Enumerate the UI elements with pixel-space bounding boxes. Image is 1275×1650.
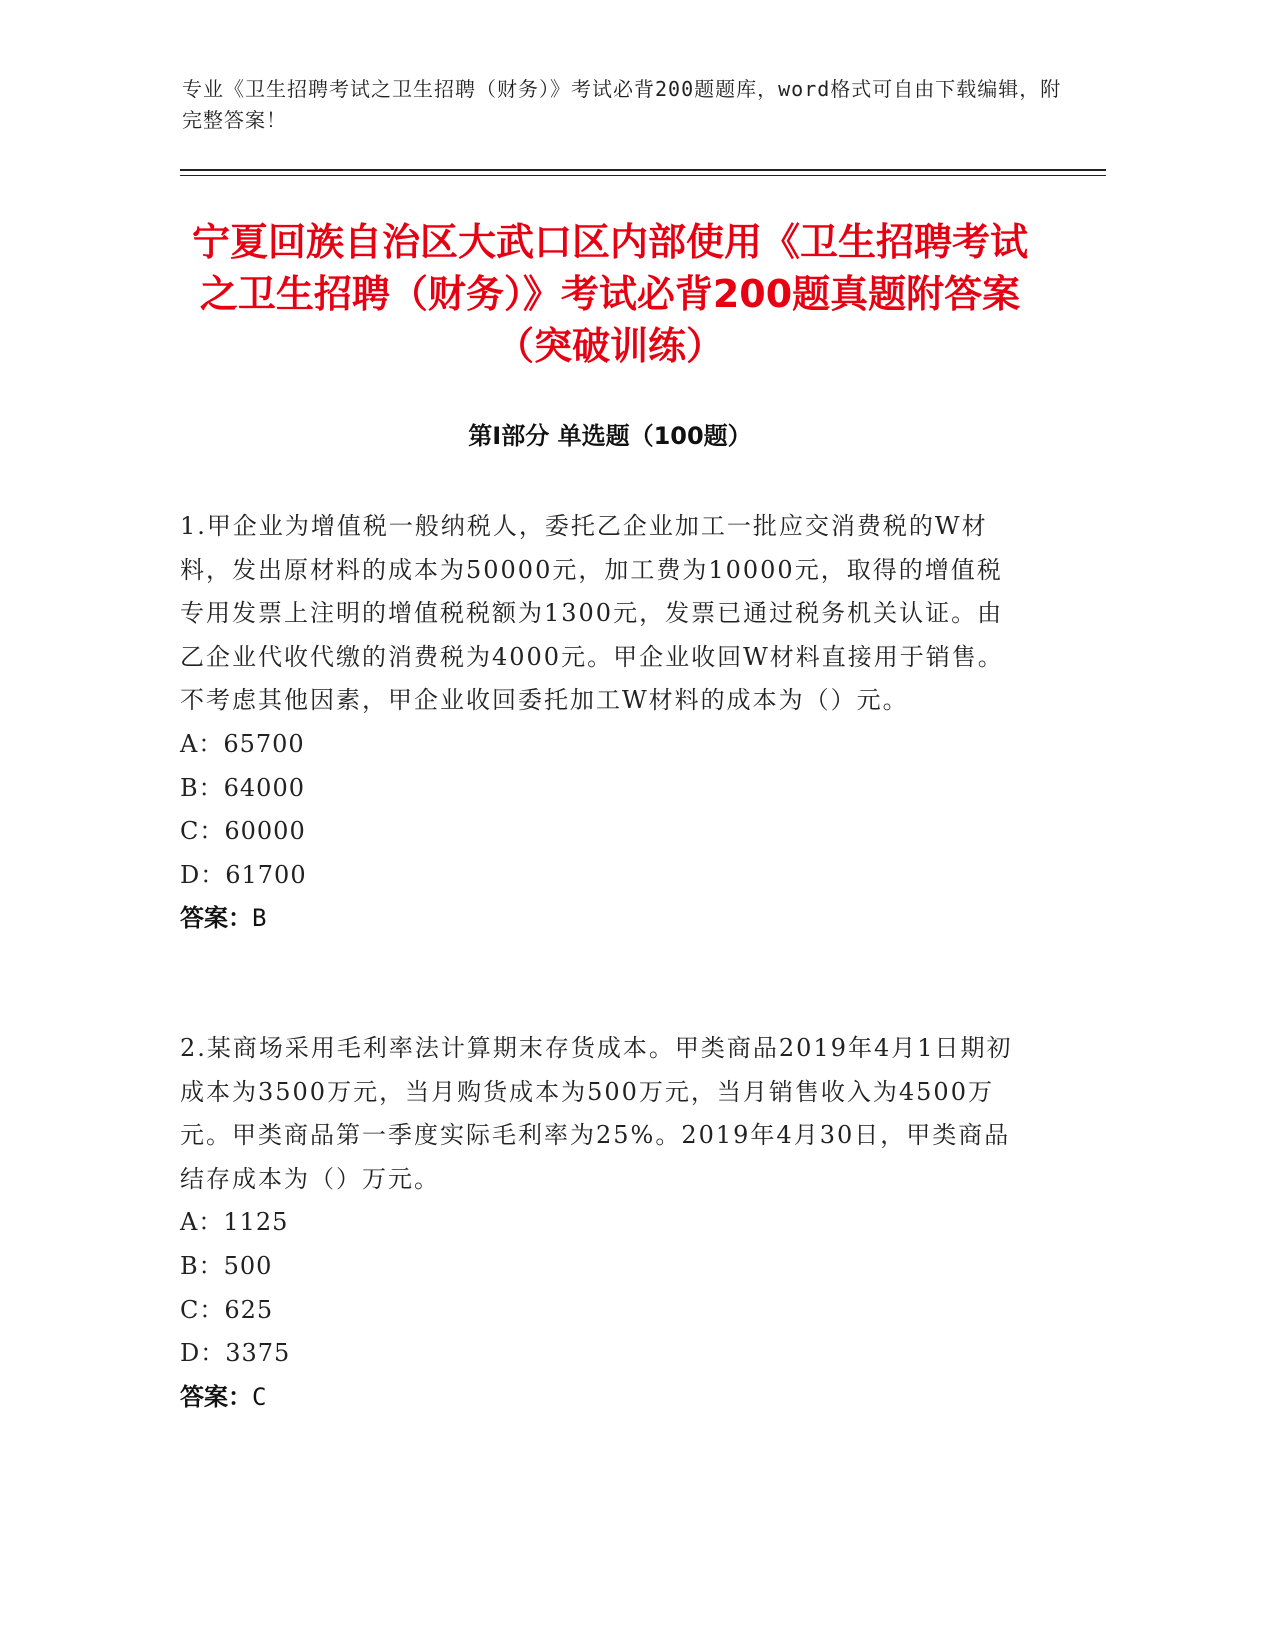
header-divider-thin bbox=[180, 175, 1106, 176]
option-b: B：64000 bbox=[180, 773, 305, 802]
option-c: C：60000 bbox=[180, 817, 306, 846]
answer-label: 答案： bbox=[180, 904, 252, 933]
option-b: B：500 bbox=[180, 1251, 273, 1280]
option-list bbox=[180, 723, 1028, 897]
option-c: C：625 bbox=[180, 1295, 274, 1324]
answer-value: C bbox=[252, 1382, 267, 1411]
option-d: D：3375 bbox=[180, 1339, 291, 1368]
question-stem: 2.某商场采用毛利率法计算期末存货成本。甲类商品2019年4月1日期初成本为3500万元，当月购货成本为500万元，当月销售收入为4500万元。甲类商品第一季度实际毛利率为25%。2019年4月30日，甲类商品结存成本为（）万元。 bbox=[180, 1034, 1013, 1193]
section-heading: 第I部分 单选题（100题） bbox=[468, 422, 752, 450]
question-1 bbox=[180, 505, 1028, 941]
document-title: 宁夏回族自治区大武口区内部使用《卫生招聘考试之卫生招聘（财务）》考试必背200题真题附答案（突破训练） bbox=[191, 220, 1028, 368]
option-a: A：1125 bbox=[180, 1208, 289, 1237]
option-a: A：65700 bbox=[180, 729, 305, 758]
header-divider-thick bbox=[180, 169, 1106, 171]
answer-value: B bbox=[252, 904, 267, 933]
header-note: 专业《卫生招聘考试之卫生招聘（财务）》考试必背200题题库，word格式可自由下载编辑，附完整答案！ bbox=[182, 77, 1062, 132]
answer-line bbox=[180, 1376, 1028, 1420]
question-stem: 1.甲企业为增值税一般纳税人，委托乙企业加工一批应交消费税的W材料，发出原材料的成本为50000元，加工费为10000元，取得的增值税专用发票上注明的增值税税额为1300元，发票已通过税务机关认证。由乙企业代收代缴的消费税为4000元。甲企业收回W材料直接用于销售。不考虑其他因素，甲企业收回委托加工W材料的成本为（）元。 bbox=[180, 512, 1004, 715]
answer-line bbox=[180, 897, 1028, 941]
question-2 bbox=[180, 1027, 1028, 1419]
answer-label: 答案： bbox=[180, 1382, 252, 1411]
option-d: D：61700 bbox=[180, 860, 307, 889]
option-list bbox=[180, 1201, 1028, 1375]
